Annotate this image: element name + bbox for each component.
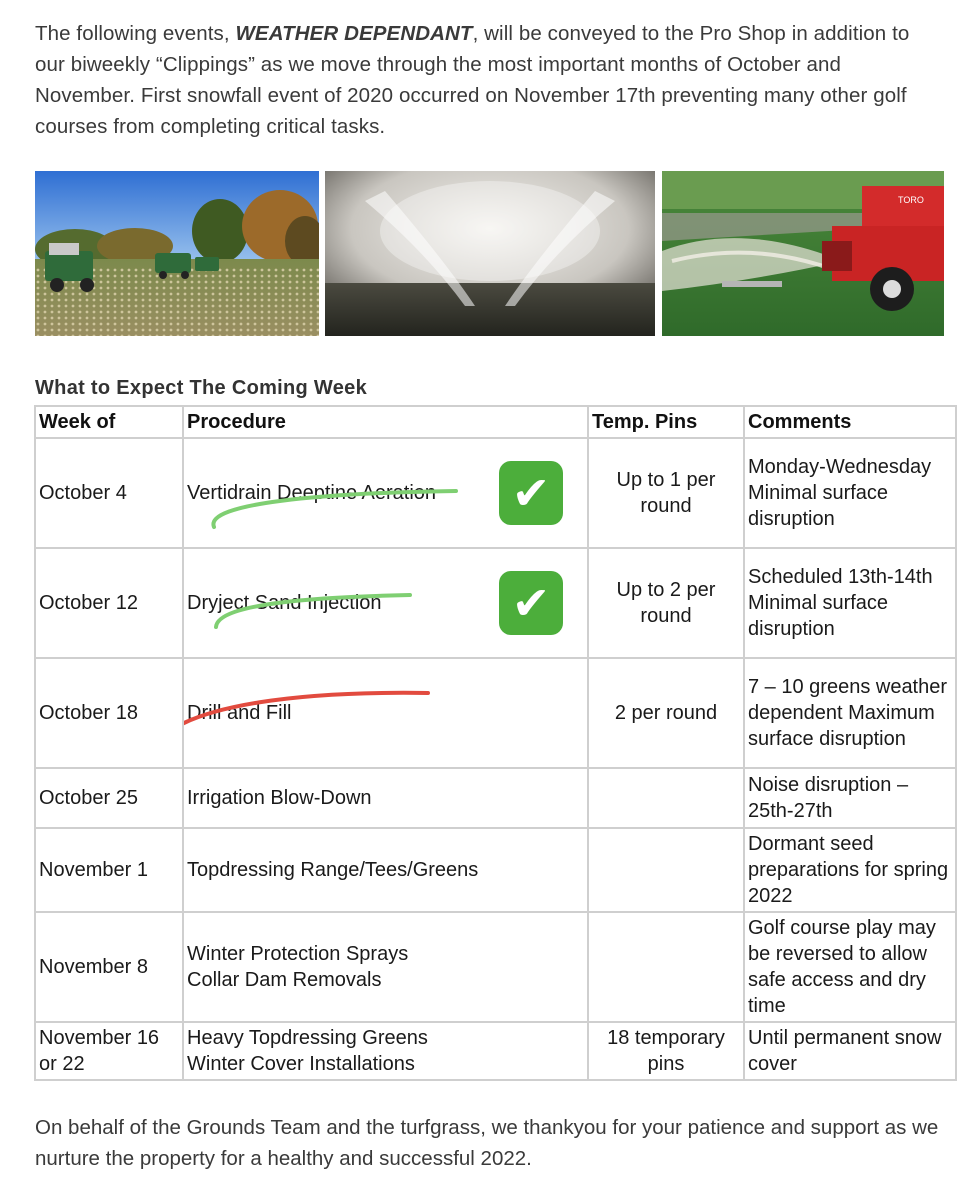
comments-cell: Dormant seed preparations for spring 2022 xyxy=(744,828,956,912)
header-comments: Comments xyxy=(744,406,956,438)
temp-pins-cell xyxy=(588,768,744,828)
temp-pins-cell: 18 temporary pins xyxy=(588,1022,744,1080)
comments-cell: 7 – 10 greens weather dependent Maximum surface disruption xyxy=(744,658,956,768)
week-cell: October 12 xyxy=(35,548,183,658)
table-header-row xyxy=(35,406,956,438)
checkmark-icon: ✔ xyxy=(499,461,563,525)
table-row xyxy=(35,548,956,658)
week-cell: November 8 xyxy=(35,912,183,1022)
week-cell: October 4 xyxy=(35,438,183,548)
procedure-cell: Irrigation Blow-Down xyxy=(183,768,588,828)
comments-cell: Scheduled 13th-14th Minimal surface disruption xyxy=(744,548,956,658)
schedule-table xyxy=(34,405,957,1081)
temp-pins-cell: Up to 2 per round xyxy=(588,548,744,658)
week-line: November 16 xyxy=(39,1027,160,1049)
procedure-cell xyxy=(183,548,588,658)
procedure-line: Winter Protection Sprays xyxy=(187,943,409,965)
temp-pins-cell: 2 per round xyxy=(588,658,744,768)
intro-before: The following events, xyxy=(35,22,236,45)
procedure-line: Collar Dam Removals xyxy=(187,969,382,991)
table-row xyxy=(35,912,956,1022)
procedure-text: Vertidrain Deeptine Aeration xyxy=(187,482,437,504)
table-row xyxy=(35,438,956,548)
intro-after: , will be conveyed to the Pro Shop in addition to our biweekly “Clippings” as we move through the most important months of October and November. First snowfall event of 2020 occurred on November 17th preventing many other golf courses from completing critical tasks. xyxy=(35,22,910,138)
intro-emphasis: WEATHER DEPENDANT xyxy=(235,22,473,45)
temp-pins-cell: Up to 1 per round xyxy=(588,438,744,548)
sand-injection-photo xyxy=(325,171,655,336)
aeration-photo xyxy=(35,171,319,336)
procedure-cell xyxy=(183,1022,588,1080)
photo-strip xyxy=(0,171,973,336)
week-cell: October 18 xyxy=(35,658,183,768)
week-cell: November 1 xyxy=(35,828,183,912)
procedure-cell: Topdressing Range/Tees/Greens xyxy=(183,828,588,912)
section-title: What to Expect The Coming Week xyxy=(35,377,367,399)
table-row xyxy=(35,1022,956,1080)
temp-pins-cell xyxy=(588,912,744,1022)
week-cell xyxy=(35,1022,183,1080)
table-row xyxy=(35,828,956,912)
header-temp-pins: Temp. Pins xyxy=(588,406,744,438)
closing-paragraph: On behalf of the Grounds Team and the turfgrass, we thankyou for your patience and support as we nurture the property for a healthy and successful 2022. xyxy=(35,1116,939,1170)
table-row xyxy=(35,768,956,828)
comments-cell: Noise disruption – 25th-27th xyxy=(744,768,956,828)
topdresser-photo xyxy=(662,171,944,336)
procedure-line: Heavy Topdressing Greens xyxy=(187,1027,428,1049)
week-cell: October 25 xyxy=(35,768,183,828)
intro-paragraph xyxy=(35,18,940,142)
header-procedure: Procedure xyxy=(183,406,588,438)
comments-cell: Monday-Wednesday Minimal surface disruption xyxy=(744,438,956,548)
procedure-cell xyxy=(183,912,588,1022)
week-line: or 22 xyxy=(39,1053,85,1075)
procedure-cell xyxy=(183,438,588,548)
table-row xyxy=(35,658,956,768)
comments-cell: Until permanent snow cover xyxy=(744,1022,956,1080)
temp-pins-cell xyxy=(588,828,744,912)
procedure-text: Dryject Sand Injection xyxy=(187,592,382,614)
procedure-text: Drill and Fill xyxy=(187,702,292,724)
procedure-cell xyxy=(183,658,588,768)
checkmark-icon: ✔ xyxy=(499,571,563,635)
toro-logo: TORO xyxy=(898,195,924,205)
header-week: Week of xyxy=(35,406,183,438)
comments-cell: Golf course play may be reversed to allow safe access and dry time xyxy=(744,912,956,1022)
procedure-line: Winter Cover Installations xyxy=(187,1053,415,1075)
